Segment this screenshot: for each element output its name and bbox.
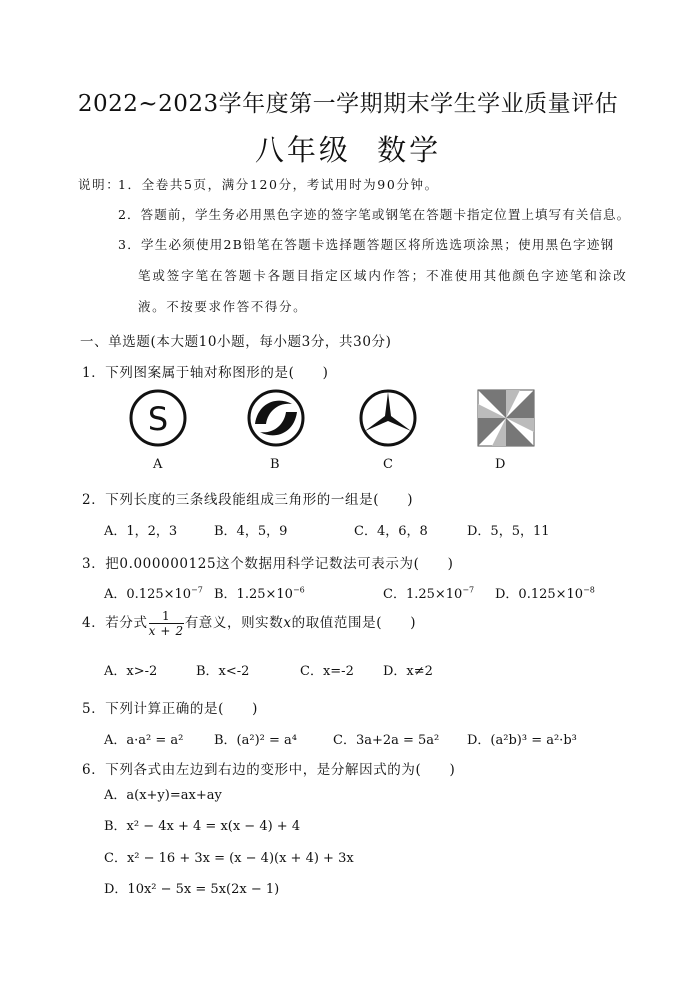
q1-figure-a-letter: S: [147, 400, 169, 438]
q1-label-a: A: [153, 457, 163, 472]
q2-stem: 2．下列长度的三条线段能组成三角形的一组是( ): [82, 492, 414, 508]
note-3-line-1: 3．学生必须使用2B铅笔在答题卡选择题答题区将所选选项涂黑；使用黑色字迹钢: [118, 237, 615, 252]
q4-fraction: $\frac{1}{x + 2}$: [148, 609, 184, 638]
q1-figure-c: [358, 388, 418, 448]
q3-option-a: A．$0.125\times 10^{-7}$: [104, 585, 203, 602]
q3-option-c: C．$1.25\times 10^{-7}$: [383, 585, 475, 602]
q1-figure-d: [477, 389, 535, 447]
q3-stem: 3．把0.000000125这个数据用科学记数法可表示为( ): [82, 556, 454, 572]
q4-stem: 4．若分式 $\frac{1}{x + 2}$ 有意义，则实数x的取值范围是( ): [82, 609, 417, 638]
q2-option-d: D．5，5，11: [467, 524, 550, 539]
exam-title: 2022~2023学年度第一学期期末学生学业质量评估: [77, 91, 619, 117]
q1-stem: 1．下列图案属于轴对称图形的是( ): [82, 365, 329, 381]
notes-label: 说明：: [78, 177, 121, 192]
q5-option-d: D．(a²b)³ = a²·b³: [467, 733, 577, 748]
q1-label-b: B: [270, 457, 280, 472]
q2-option-a: A．1，2，3: [104, 524, 178, 539]
q5-option-c: C．3a+2a = 5a²: [333, 733, 440, 748]
q1-figure-a: [128, 388, 188, 448]
q6-option-d: D．10x² − 5x = 5x(2x − 1): [104, 882, 280, 897]
q3-option-b: B．$1.25\times 10^{-6}$: [214, 585, 305, 602]
note-2: 2．答题前，学生务必用黑色字迹的签字笔或钢笔在答题卡指定位置上填写有关信息。: [118, 207, 631, 222]
q2-option-b: B．4，5，9: [214, 524, 288, 539]
exam-subtitle: 八年级 数学: [254, 133, 442, 167]
q6-option-a: A．a(x+y)=ax+ay: [104, 788, 222, 803]
q1-label-c: C: [383, 457, 393, 472]
q4-option-c: C．x=-2: [300, 664, 354, 679]
q4-option-b: B．x<-2: [196, 664, 250, 679]
q2-option-c: C．4，6，8: [354, 524, 428, 539]
q4-option-a: A．x>-2: [104, 664, 158, 679]
section-1-heading: 一、单选题(本大题10小题，每小题3分，共30分): [80, 334, 392, 350]
q6-stem: 6．下列各式由左边到右边的变形中，是分解因式的为( ): [82, 762, 456, 778]
q5-option-b: B．(a²)² = a⁴: [214, 733, 297, 748]
q1-figure-b: [246, 388, 306, 448]
note-3-line-2: 笔或签字笔在答题卡各题目指定区域内作答；不准使用其他颜色字迹笔和涂改: [138, 268, 628, 283]
q4-option-d: D．x≠2: [383, 664, 433, 679]
q5-stem: 5．下列计算正确的是( ): [82, 701, 259, 717]
note-3-line-3: 液。不按要求作答不得分。: [138, 299, 308, 314]
q6-option-b: B．x² − 4x + 4 = x(x − 4) + 4: [104, 819, 301, 834]
q3-option-d: D．$0.125\times 10^{-8}$: [495, 585, 595, 602]
q6-option-c: C．x² − 16 + 3x = (x − 4)(x + 4) + 3x: [104, 851, 354, 866]
note-1: 1．全卷共5页，满分120分，考试用时为90分钟。: [118, 177, 439, 192]
q5-option-a: A．a·a² = a²: [104, 733, 184, 748]
q1-label-d: D: [495, 457, 506, 472]
